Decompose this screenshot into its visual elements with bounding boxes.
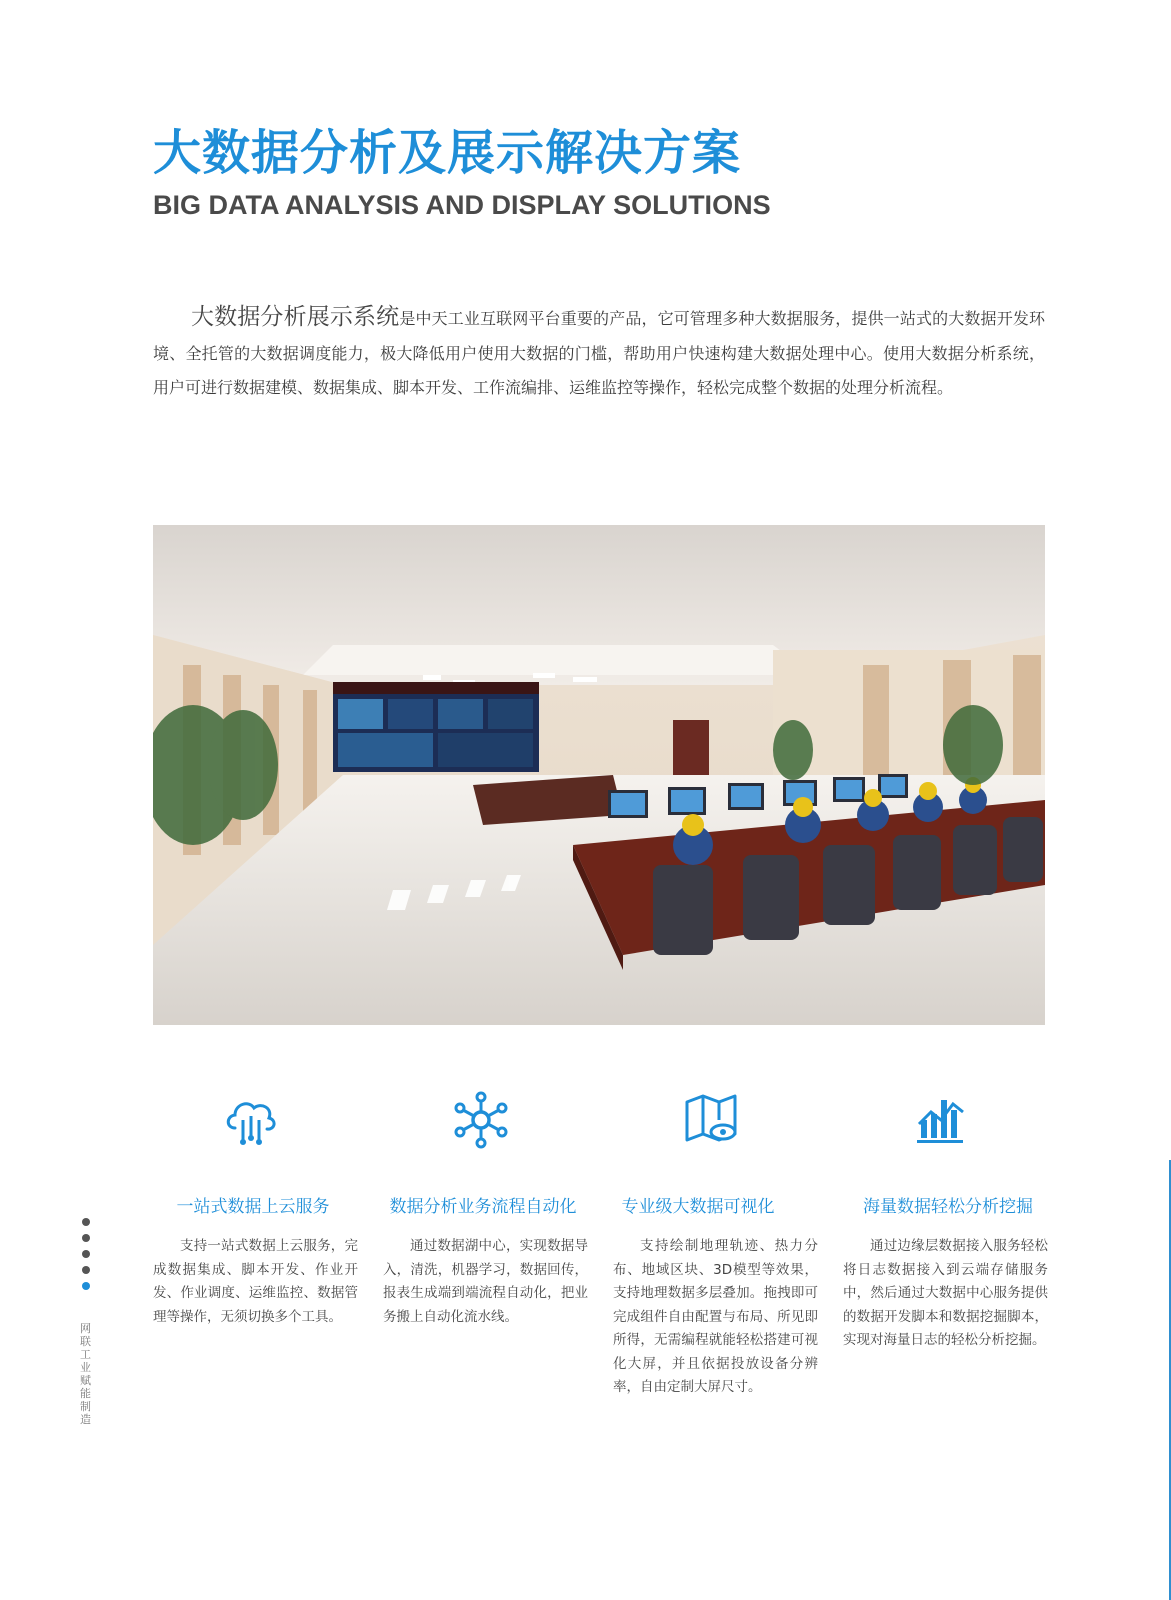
page-dot bbox=[82, 1266, 90, 1274]
network-nodes-icon bbox=[451, 1090, 511, 1150]
feature-description: 支持一站式数据上云服务，完成数据集成、脚本开发、作业开发、作业调度、运维监控、数据管理等操作，无须切换多个工具。 bbox=[153, 1238, 358, 1325]
page-dot bbox=[82, 1234, 90, 1242]
features-section bbox=[153, 1090, 1073, 1410]
intro-body: 是中天工业互联网平台重要的产品，它可管理多种大数据服务，提供一站式的大数据开发环境、全托管的大数据调度能力，极大降低用户使用大数据的门槛，帮助用户快速构建大数据处理中心。使用大数据分析系统，用户可进行数据建模、数据集成、脚本开发、工作流编排、运维监控等操作，轻松完成整个数据的处理分析流程。 bbox=[153, 309, 1045, 397]
control-room-image bbox=[153, 525, 1045, 1025]
cloud-circuit-icon bbox=[221, 1090, 281, 1150]
feature-title: 一站式数据上云服务 bbox=[176, 1197, 330, 1217]
page-dot-active bbox=[82, 1282, 90, 1290]
feature-title: 海量数据轻松分析挖掘 bbox=[863, 1197, 1033, 1217]
bar-chart-icon bbox=[911, 1090, 971, 1150]
feature-title: 专业级大数据可视化 bbox=[621, 1197, 775, 1217]
feature-description: 支持绘制地理轨迹、热力分布、地域区块、3D模型等效果，支持地理数据多层叠加。拖拽即可完成组件自由配置与布局、所见即所得，无需编程就能轻松搭建可视化大屏，并且依据投放设备分辨率，自由定制大屏尺寸。 bbox=[613, 1238, 818, 1395]
page-dot bbox=[82, 1218, 90, 1226]
page-subtitle-en: BIG DATA ANALYSIS AND DISPLAY SOLUTIONS bbox=[153, 190, 771, 220]
feature-description: 通过边缘层数据接入服务轻松将日志数据接入到云端存储服务中，然后通过大数据中心服务提供的数据开发脚本和数据挖掘脚本，实现对海量日志的轻松分析挖掘。 bbox=[843, 1238, 1048, 1348]
page-dot bbox=[82, 1250, 90, 1258]
feature-title: 数据分析业务流程自动化 bbox=[389, 1197, 577, 1217]
page-indicator bbox=[82, 1218, 92, 1298]
intro-paragraph bbox=[153, 300, 1045, 406]
intro-lead: 大数据分析展示系统 bbox=[191, 304, 400, 330]
feature-description: 通过数据湖中心，实现数据导入，清洗，机器学习，数据回传，报表生成端到端流程自动化，把业务搬上自动化流水线。 bbox=[383, 1238, 588, 1325]
side-slogan: 网联工业 赋能制造 bbox=[80, 1322, 91, 1426]
map-eye-icon bbox=[681, 1090, 741, 1150]
control-room-illustration bbox=[153, 525, 1045, 1025]
page-title: 大数据分析及展示解决方案 bbox=[153, 125, 742, 181]
